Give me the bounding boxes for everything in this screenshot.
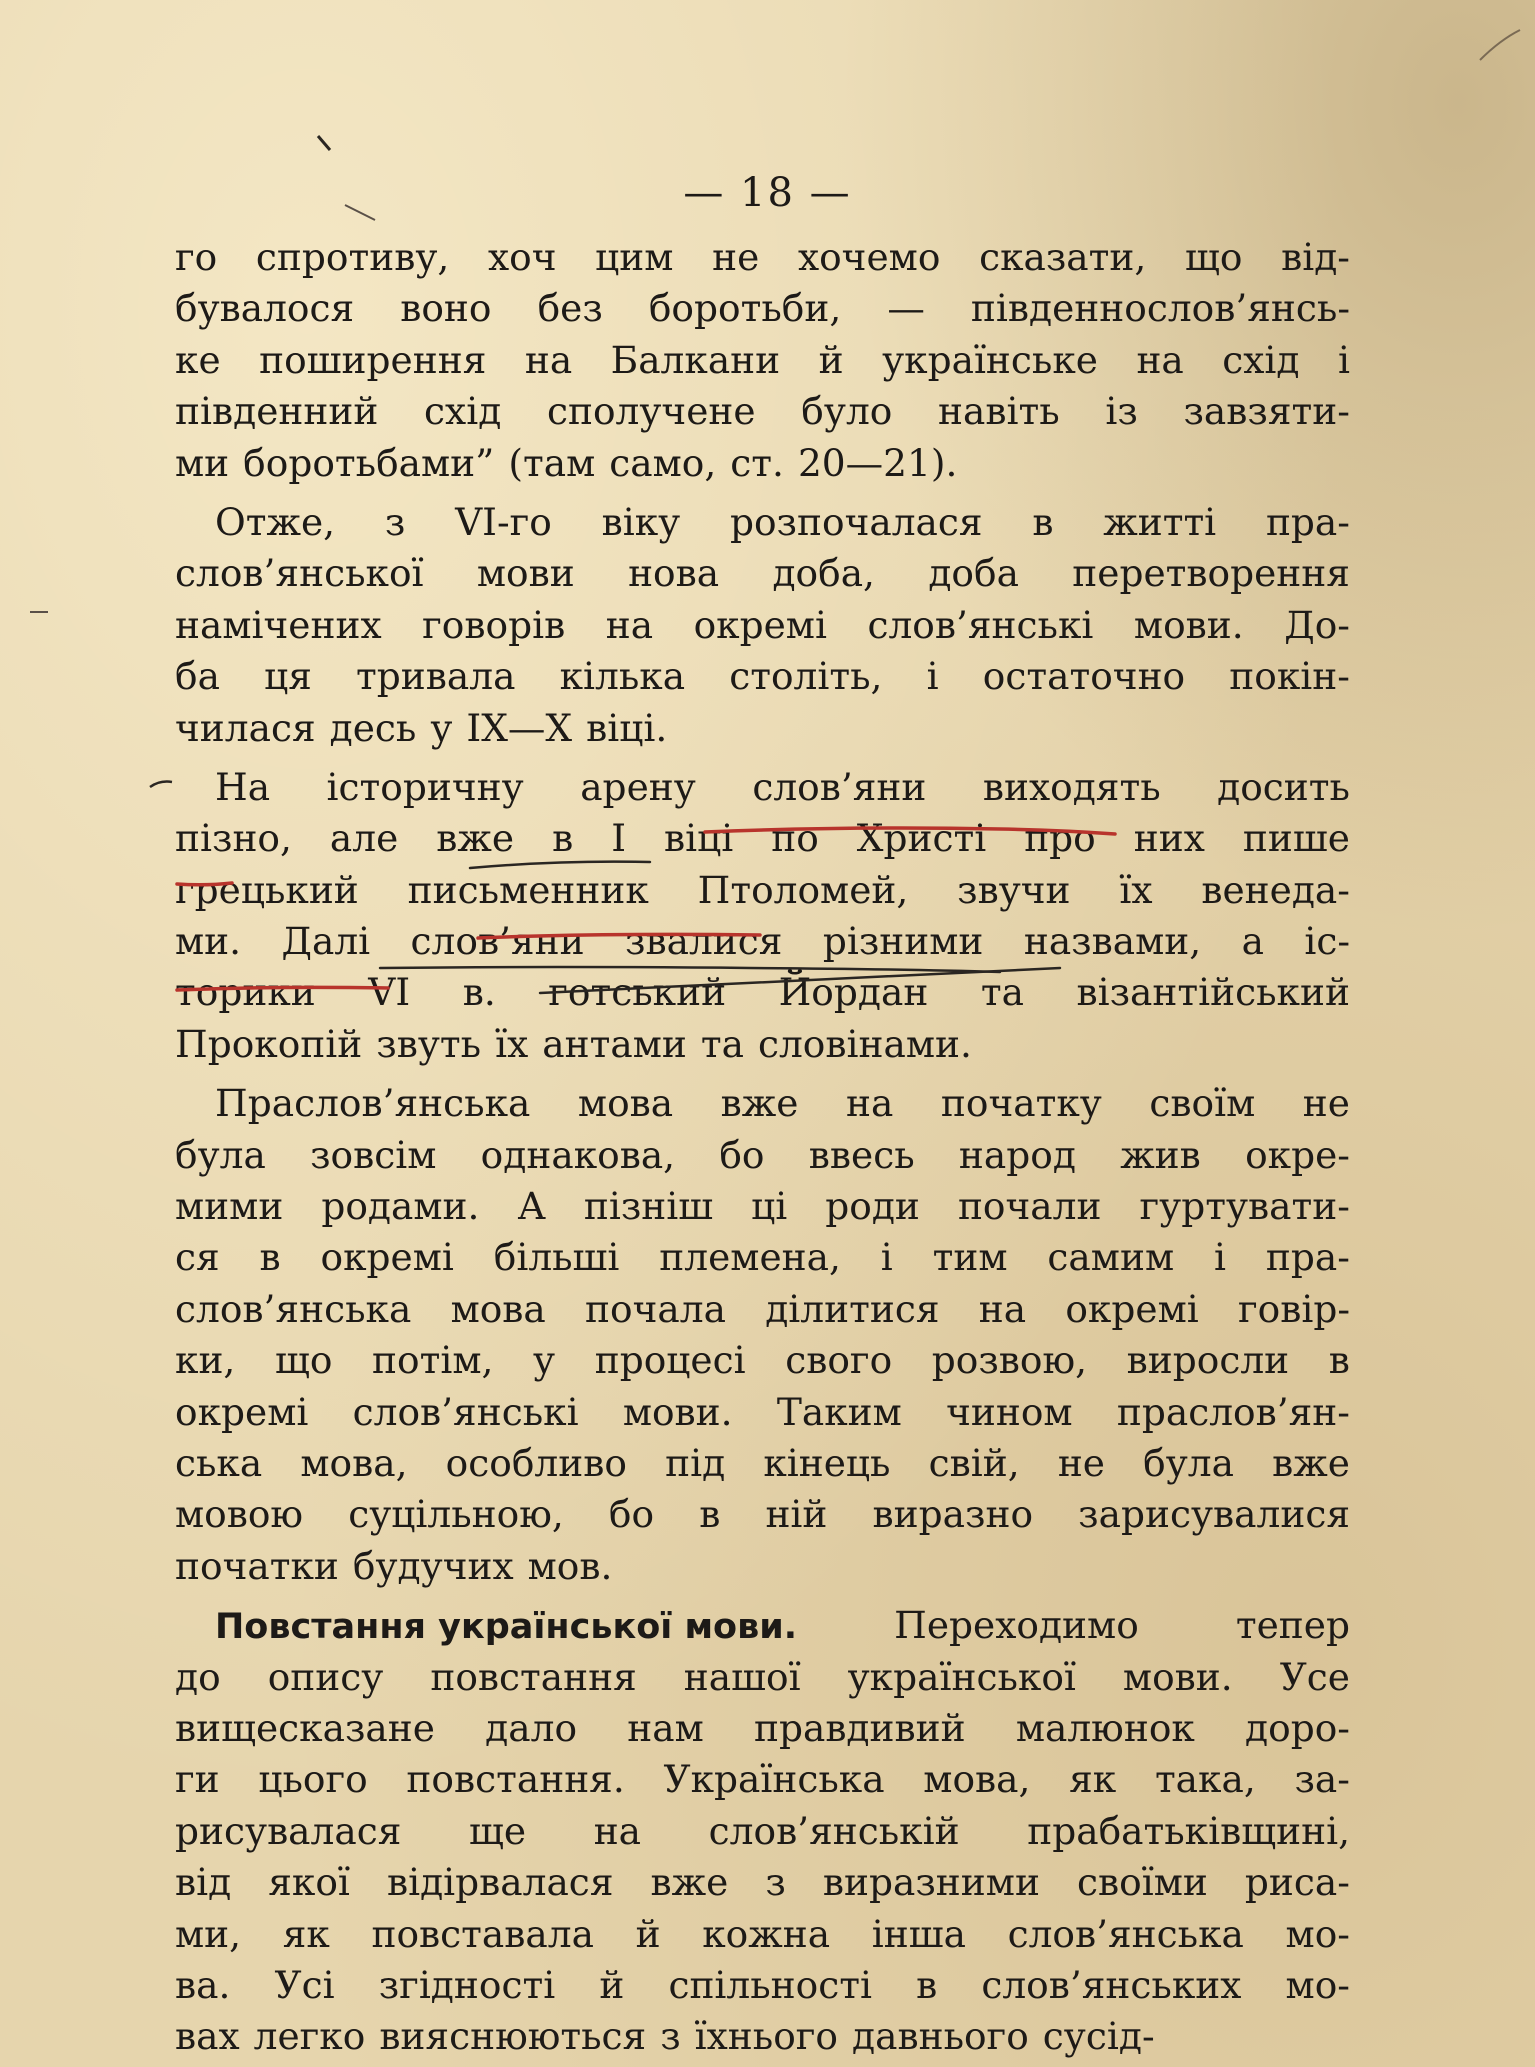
word: пра- xyxy=(1265,499,1350,544)
word: VI-го xyxy=(455,499,552,544)
word: мова, xyxy=(300,1440,408,1485)
word: ці xyxy=(751,1184,788,1229)
word: на xyxy=(605,602,654,647)
word: що xyxy=(274,1338,333,1383)
word: племена, xyxy=(659,1235,841,1280)
word: бо xyxy=(719,1132,765,1177)
word: готський xyxy=(548,970,727,1015)
word: схід xyxy=(1222,337,1300,382)
word: їх xyxy=(495,1021,529,1066)
word: народ xyxy=(958,1132,1076,1177)
word: воно xyxy=(400,286,492,331)
word: слов’янська xyxy=(1007,1911,1244,1956)
word: відірвалася xyxy=(386,1860,614,1905)
word: цього xyxy=(258,1757,368,1802)
word: та xyxy=(700,1021,744,1066)
word: досить xyxy=(1217,764,1350,809)
text-line xyxy=(175,1335,1350,1386)
word: давнього xyxy=(852,2014,1029,2059)
word: мови xyxy=(476,551,575,596)
word: ки, xyxy=(175,1338,236,1383)
body-text xyxy=(175,232,1350,2063)
word: якої xyxy=(268,1860,350,1905)
word: було xyxy=(801,389,893,434)
word: в xyxy=(259,1235,281,1280)
word: говорів xyxy=(422,602,566,647)
word: перетворення xyxy=(1072,551,1350,596)
word: від- xyxy=(1281,235,1350,279)
word: на xyxy=(524,337,573,382)
word: мовою xyxy=(175,1492,304,1537)
word: від xyxy=(175,1860,232,1905)
word: На xyxy=(215,764,271,809)
word: на xyxy=(846,1081,894,1126)
word: і xyxy=(1213,1235,1226,1280)
word: вищесказане xyxy=(175,1705,435,1750)
word: мов. xyxy=(527,1543,613,1588)
word: повстання xyxy=(430,1654,637,1699)
word: рисувалася xyxy=(175,1808,402,1853)
text-line xyxy=(175,1019,1350,1070)
text-line xyxy=(175,1652,1350,1703)
word: розвою, xyxy=(931,1338,1088,1383)
text-line xyxy=(175,1387,1350,1438)
word: малюнок xyxy=(1015,1705,1195,1750)
text-line xyxy=(175,335,1350,386)
word: не xyxy=(712,235,760,279)
word: зовсім xyxy=(310,1132,437,1177)
word: письменник xyxy=(407,867,649,912)
word: і xyxy=(1337,337,1350,382)
word: доба, xyxy=(772,551,875,596)
page-number: — 18 — xyxy=(683,170,852,216)
word: Йордан xyxy=(778,970,929,1015)
word: IX—X xyxy=(466,705,573,750)
word: них xyxy=(1133,816,1205,861)
word: як xyxy=(1069,1757,1117,1802)
stray-mark-3 xyxy=(150,782,172,787)
text-line xyxy=(175,1438,1350,1489)
text-line xyxy=(175,600,1350,651)
word: по xyxy=(771,816,819,861)
word: десь xyxy=(329,705,417,750)
word: — xyxy=(887,286,925,331)
word: така, xyxy=(1154,1757,1256,1802)
word: звалися xyxy=(625,919,783,964)
word: боротьби, xyxy=(648,286,842,331)
word: в xyxy=(916,1962,938,2007)
word: у xyxy=(430,705,453,750)
word: окремі xyxy=(175,1389,309,1434)
word: в xyxy=(1032,499,1054,544)
word: в xyxy=(552,816,574,861)
word: на xyxy=(1136,337,1184,382)
word: го xyxy=(175,235,218,279)
word: риса- xyxy=(1244,1860,1350,1905)
word: доба xyxy=(928,551,1019,596)
word: кожна xyxy=(702,1911,831,1956)
word: говір- xyxy=(1237,1286,1350,1331)
word: почали xyxy=(957,1184,1102,1229)
paragraph-gap xyxy=(175,754,1350,762)
paragraph-gap xyxy=(175,489,1350,497)
text-line xyxy=(175,497,1350,548)
word: хочемо xyxy=(797,235,941,279)
word: процесі xyxy=(594,1338,746,1383)
text-line xyxy=(175,1284,1350,1335)
word: свого xyxy=(785,1338,893,1383)
text-line xyxy=(175,1541,1350,1592)
text-line xyxy=(175,1078,1350,1129)
word: вах xyxy=(175,2014,240,2059)
word: завзяти- xyxy=(1183,389,1350,434)
word: слов’янських xyxy=(981,1962,1242,2007)
word: суцільною, xyxy=(348,1492,564,1537)
word: їхнього xyxy=(694,2014,839,2059)
word: Птоломей, xyxy=(697,867,909,912)
word: праслов’ян- xyxy=(1116,1389,1350,1434)
word: нова xyxy=(628,551,720,596)
word: була xyxy=(1143,1440,1234,1485)
word: слов’янська xyxy=(175,1286,412,1331)
word: спільності xyxy=(668,1962,872,2007)
word: ній xyxy=(765,1492,828,1537)
word: цим xyxy=(595,235,674,279)
word: ся xyxy=(175,1235,220,1280)
word: у xyxy=(533,1338,556,1383)
text-line xyxy=(175,651,1350,702)
text-line xyxy=(175,438,1350,489)
word: звуть xyxy=(376,1021,482,1066)
word: слов’янські xyxy=(867,602,1094,647)
word: ва. xyxy=(175,1962,231,2007)
word: з xyxy=(384,499,406,544)
word: грецький xyxy=(175,867,359,912)
word: в. xyxy=(462,970,496,1015)
word: виразно xyxy=(872,1492,1034,1537)
word: різними xyxy=(822,919,984,964)
word: окре- xyxy=(1245,1132,1350,1177)
word: виросли xyxy=(1126,1338,1290,1383)
word: виразними xyxy=(822,1860,1040,1905)
word: віці xyxy=(664,816,734,861)
word: дало xyxy=(485,1705,578,1750)
word: до xyxy=(175,1654,221,1699)
word: ввесь xyxy=(808,1132,915,1177)
word: мо- xyxy=(1285,1911,1350,1956)
text-line xyxy=(175,865,1350,916)
word: правдивий xyxy=(753,1705,966,1750)
text-line xyxy=(175,1857,1350,1908)
word: за- xyxy=(1294,1757,1350,1802)
word: однакова, xyxy=(480,1132,676,1177)
word: хоч xyxy=(487,235,557,279)
word: почала xyxy=(585,1286,726,1331)
word: століть, xyxy=(729,654,883,699)
word: з xyxy=(765,1860,786,1905)
word: слов’янської xyxy=(175,551,424,596)
word: родами. xyxy=(321,1184,480,1229)
text-line xyxy=(175,1130,1350,1181)
text-line xyxy=(175,762,1350,813)
text-line xyxy=(175,548,1350,599)
word: поширення xyxy=(259,337,487,382)
word: нашої xyxy=(683,1654,801,1699)
word: схід xyxy=(424,389,502,434)
word: мова, xyxy=(923,1757,1031,1802)
word: (там xyxy=(508,440,596,485)
word: без xyxy=(537,286,603,331)
word: окремі xyxy=(320,1235,454,1280)
word: Переходимо xyxy=(894,1603,1139,1648)
word: в xyxy=(699,1492,721,1537)
word: антами xyxy=(542,1021,687,1066)
word: під xyxy=(665,1440,726,1485)
text-line xyxy=(175,1754,1350,1805)
word: своїм xyxy=(1149,1081,1256,1126)
word: венеда- xyxy=(1201,867,1350,912)
word: ми. xyxy=(175,919,242,964)
word: віку xyxy=(601,499,681,544)
word: іс- xyxy=(1304,919,1350,964)
word: арену xyxy=(580,764,696,809)
word: й xyxy=(599,1962,625,2007)
word: нам xyxy=(627,1705,704,1750)
word: словінами. xyxy=(757,1021,972,1066)
word: торики xyxy=(175,970,316,1015)
word: сусід- xyxy=(1042,2014,1155,2059)
word: зарисувалися xyxy=(1078,1492,1350,1537)
word: мови. xyxy=(622,1389,733,1434)
word: I xyxy=(611,816,627,861)
word: своїми xyxy=(1077,1860,1208,1905)
text-line xyxy=(175,1806,1350,1857)
word: початки xyxy=(175,1543,339,1588)
word: ба xyxy=(175,654,220,699)
word: бо xyxy=(608,1492,655,1537)
word: повставала xyxy=(371,1911,594,1956)
word: А xyxy=(517,1184,546,1229)
text-line xyxy=(175,1960,1350,2011)
word: була xyxy=(175,1132,266,1177)
text-line xyxy=(175,967,1350,1018)
word: Праслов’янська xyxy=(215,1081,531,1126)
word: Балкани xyxy=(610,337,781,382)
word: й xyxy=(635,1911,661,1956)
word: ст. xyxy=(730,440,784,485)
word: чилася xyxy=(175,705,316,750)
text-line xyxy=(175,1181,1350,1232)
word: тривала xyxy=(356,654,516,699)
word: опису xyxy=(267,1654,384,1699)
word: будучих xyxy=(352,1543,514,1588)
word: пра- xyxy=(1265,1235,1350,1280)
stray-mark-5 xyxy=(1480,30,1520,60)
word: пише xyxy=(1242,816,1350,861)
word: як xyxy=(282,1911,330,1956)
word: повстання. xyxy=(406,1757,625,1802)
word: Далі xyxy=(281,919,371,964)
word: вже xyxy=(436,816,515,861)
word: але xyxy=(329,816,399,861)
text-line xyxy=(175,283,1350,334)
word: їх xyxy=(1119,867,1153,912)
word: згідності xyxy=(378,1962,556,2007)
word: слов’янські xyxy=(352,1389,579,1434)
word: та xyxy=(980,970,1024,1015)
word: слов’яни xyxy=(752,764,927,809)
word: роди xyxy=(825,1184,920,1229)
word: спротиву, xyxy=(255,235,450,279)
word: ще xyxy=(469,1808,527,1853)
word: Отже, xyxy=(215,499,336,544)
word: із xyxy=(1105,389,1138,434)
word: самим xyxy=(1047,1235,1175,1280)
word: пізно, xyxy=(175,816,292,861)
word: боротьбами” xyxy=(243,440,495,485)
word: тепер xyxy=(1235,1603,1350,1648)
word: остаточно xyxy=(982,654,1186,699)
word: окремі xyxy=(1065,1286,1199,1331)
section-heading: Повстання української мови. xyxy=(215,1607,798,1648)
word: Усі xyxy=(274,1962,335,2007)
word: тим xyxy=(932,1235,1008,1280)
text-line xyxy=(175,813,1350,864)
word: вияснюються xyxy=(379,2014,647,2059)
word: намічених xyxy=(175,602,382,647)
word: південнослов’янсь- xyxy=(970,286,1350,331)
word: виходять xyxy=(982,764,1161,809)
word: доро- xyxy=(1245,1705,1350,1750)
word: не xyxy=(1302,1081,1350,1126)
word: українське xyxy=(882,337,1098,382)
word: віці. xyxy=(586,705,668,750)
word: ми, xyxy=(175,1911,242,1956)
text-line xyxy=(175,386,1350,437)
word: кінець xyxy=(763,1440,891,1485)
word: свій, xyxy=(928,1440,1020,1485)
word: Усе xyxy=(1279,1654,1350,1699)
word: а xyxy=(1241,919,1264,964)
word: ги xyxy=(175,1757,220,1802)
word: більші xyxy=(493,1235,620,1280)
text-line xyxy=(175,1909,1350,1960)
paragraph-gap xyxy=(175,1592,1350,1600)
word: назвами, xyxy=(1023,919,1202,964)
word: вже xyxy=(650,1860,729,1905)
text-line xyxy=(175,1703,1350,1754)
word: ми xyxy=(175,440,230,485)
word: Христі xyxy=(856,816,987,861)
word: само, xyxy=(609,440,717,485)
word: Прокопій xyxy=(175,1021,363,1066)
word: ке xyxy=(175,337,221,382)
paragraph-gap xyxy=(175,1070,1350,1078)
word: мими xyxy=(175,1184,284,1229)
word: потім, xyxy=(372,1338,494,1383)
word: і xyxy=(880,1235,893,1280)
text-line xyxy=(175,1600,1350,1651)
word: мо- xyxy=(1285,1962,1350,2007)
word: слов’яни xyxy=(410,919,585,964)
word: вже xyxy=(1272,1440,1350,1485)
word: кілька xyxy=(559,654,686,699)
word: покін- xyxy=(1229,654,1350,699)
word: окремі xyxy=(693,602,827,647)
word: сказати, xyxy=(979,235,1147,279)
word: 20—21). xyxy=(797,440,958,485)
word: До- xyxy=(1284,602,1350,647)
word: бувалося xyxy=(175,286,355,331)
word: чином xyxy=(946,1389,1073,1434)
word: Українська xyxy=(663,1757,885,1802)
word: ця xyxy=(264,654,312,699)
word: пізніш xyxy=(583,1184,714,1229)
word: і xyxy=(926,654,939,699)
word: в xyxy=(1328,1338,1350,1383)
word: сполучене xyxy=(546,389,756,434)
word: мова xyxy=(450,1286,546,1331)
word: слов’янській xyxy=(708,1808,960,1853)
word: української xyxy=(847,1654,1076,1699)
stray-mark-1 xyxy=(318,136,330,150)
word: ділитися xyxy=(765,1286,940,1331)
word: жив xyxy=(1120,1132,1201,1177)
word: легко xyxy=(253,2014,366,2059)
word: вже xyxy=(720,1081,799,1126)
text-line xyxy=(175,916,1350,967)
word: житті xyxy=(1103,499,1217,544)
word: й xyxy=(818,337,844,382)
word: гуртувати- xyxy=(1139,1184,1350,1229)
text-line xyxy=(175,1489,1350,1540)
word: початку xyxy=(940,1081,1102,1126)
word: південний xyxy=(175,389,379,434)
word: про xyxy=(1024,816,1096,861)
text-line xyxy=(175,703,1350,754)
word: мови. xyxy=(1122,1654,1233,1699)
word: Таким xyxy=(776,1389,902,1434)
word: що xyxy=(1185,235,1243,279)
word: історичну xyxy=(326,764,524,809)
word: розпочалася xyxy=(729,499,983,544)
text-line xyxy=(175,2011,1350,2062)
word: на xyxy=(978,1286,1027,1331)
word: не xyxy=(1057,1440,1105,1485)
word: прабатьківщині, xyxy=(1027,1808,1350,1853)
word: візантійський xyxy=(1076,970,1350,1015)
text-line xyxy=(175,232,1350,283)
word: навіть xyxy=(938,389,1060,434)
word: ська xyxy=(175,1440,263,1485)
word: мова xyxy=(577,1081,674,1126)
word: мови. xyxy=(1133,602,1244,647)
word: на xyxy=(593,1808,642,1853)
word: VI xyxy=(368,970,411,1015)
word: особливо xyxy=(445,1440,627,1485)
word: звучи xyxy=(957,867,1071,912)
text-line xyxy=(175,1232,1350,1283)
word: з xyxy=(660,2014,681,2059)
word: інша xyxy=(871,1911,966,1956)
